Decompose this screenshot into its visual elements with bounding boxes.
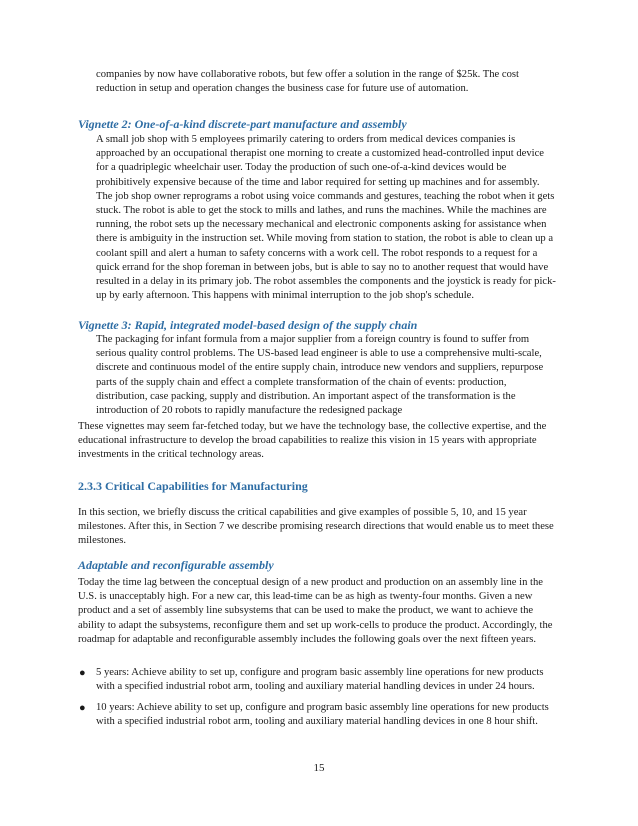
section-heading: 2.3.3 Critical Capabilities for Manufacturing <box>78 479 308 493</box>
bullet-item-1: 5 years: Achieve ability to set up, configure and program basic assembly line operations for new products with a specified industrial robot arm, tooling and auxiliary material handling devices in under 24 hours. <box>96 667 544 693</box>
vignette-3-body: The packaging for infant formula from a major supplier from a foreign country is found to suffer from serious quality control problems. The US-based lead engineer is able to use a comprehensive multi-scale, discrete and continuous model of the entire supply chain, introduce new vendors and suppliers, repurpose parts of the supply chain and effect a complete transformation of the chain of events: production, distribution, case packing, supply and distribution. An important aspect of the transformation is the introduction of 20 robots to rapidly manufacture the redesigned package <box>96 334 544 417</box>
bullet-item-2: 10 years: Achieve ability to set up, configure and program basic assembly line operations for new products with a specified industrial robot arm, tooling and auxiliary material handling devices in one 8 hour shift. <box>96 702 549 728</box>
page-number: 15 <box>313 762 325 774</box>
section-body: In this section, we briefly discuss the critical capabilities and give examples of possible 5, 10, and 15 year milestones. After this, in Section 7 we describe promising research directions that would enable us to meet these milestones. <box>78 507 554 547</box>
closing-paragraph: These vignettes may seem far-fetched today, but we have the technology base, the collective expertise, and the educational infrastructure to develop the broad capabilities to realize this vision in 15 years with appropriate investments in the critical technology areas. <box>78 421 547 461</box>
vignette-2-body: A small job shop with 5 employees primarily catering to orders from medical devices companies is approached by an occupational therapist one morning to create a customized head-controlled input device for a quadriplegic wheelchair user. Today the production of such one-of-a-kind devices would be prohibitively expensive because of the time and labor required for setting up machines and for assembly. The job shop owner reprograms a robot using voice commands and gestures, teaching the robot when it gets stuck. The robot is able to get the stock to mills and lathes, and runs the machines. While the machines are running, the robot sets up the necessary mechanical and electronic components asking for assistance when there is ambiguity in the instruction set. While moving from station to station, the robot is able to clean up a coolant spill and alert a human to safety concerns with a work cell. The robot responds to a request for a quick errand for the shop foreman in between jobs, but is able to say no to another request that would have resulted in a delay in its primary job. The robot assembles the components and the joystick is ready for pick-up by early afternoon. This happens with minimal interruption to the job shop's schedule. <box>96 134 556 302</box>
intro-paragraph: companies by now have collaborative robots, but few offer a solution in the range of $25k. The cost reduction in setup and operation changes the business case for future use of automation. <box>96 69 519 95</box>
assembly-heading: Adaptable and reconfigurable assembly <box>78 558 274 572</box>
bullet-2-icon: ● <box>79 702 86 714</box>
bullet-1-icon: ● <box>79 667 86 679</box>
vignette-2-heading: Vignette 2: One-of-a-kind discrete-part manufacture and assembly <box>78 117 407 131</box>
assembly-body: Today the time lag between the conceptual design of a new product and production on an assembly line in the U.S. is unacceptably high. For a new car, this lead-time can be as high as twenty-four months. Given a new product and a set of assembly line subsystems that can be used to make the product, we want to achieve the ability to adapt the subsystems, reconfigure them and set up work-cells to produce the product. Accordingly, the roadmap for adaptable and reconfigurable assembly includes the following goals over the next fifteen years. <box>78 577 553 645</box>
vignette-3-heading: Vignette 3: Rapid, integrated model-based design of the supply chain <box>78 318 418 332</box>
